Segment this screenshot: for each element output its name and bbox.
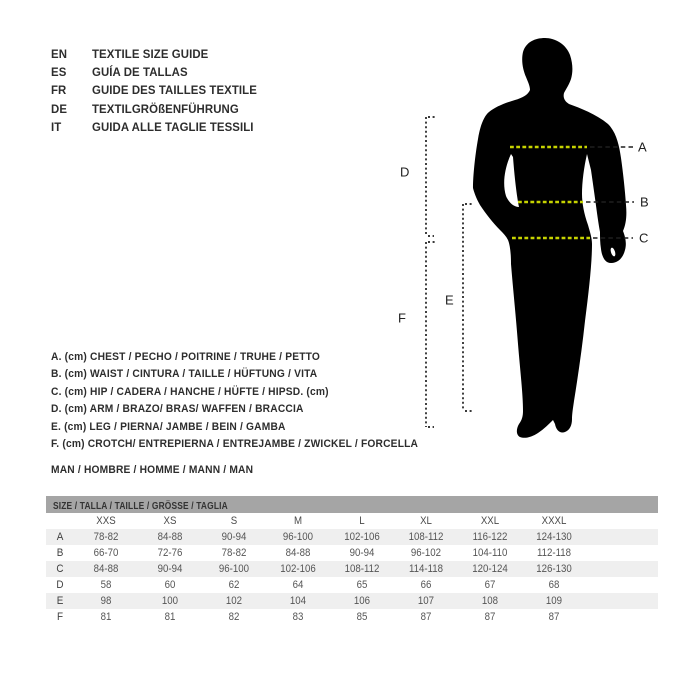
column-header-row: [46, 513, 658, 529]
row-label: F: [56, 611, 64, 623]
table-cell: 84-88: [157, 531, 183, 543]
arm-label: D: [400, 164, 410, 180]
table-row: [46, 609, 658, 625]
table-cell: 104-110: [472, 547, 508, 559]
measurement-item: D. (cm) ARM / BRAZO/ BRAS/ WAFFEN / BRACCIA: [51, 403, 304, 416]
measurement-item: E. (cm) LEG / PIERNA/ JAMBE / BEIN / GAMBA: [51, 420, 286, 433]
table-row: [46, 577, 658, 593]
leg-label: E: [445, 292, 454, 308]
size-table: [46, 496, 658, 625]
table-cell: 106: [353, 595, 371, 607]
row-label: D: [56, 579, 64, 591]
table-cell: 72-76: [157, 547, 183, 559]
language-code: EN: [51, 47, 68, 61]
row-label: B: [56, 547, 64, 559]
table-cell: 82: [228, 611, 240, 623]
table-cell: 62: [228, 579, 240, 591]
table-cell: 114-118: [408, 563, 444, 575]
chest-label: A: [638, 139, 647, 155]
row-label: E: [56, 595, 64, 607]
table-cell: 116-122: [472, 531, 508, 543]
language-code: IT: [51, 119, 62, 134]
table-cell: 104: [289, 595, 307, 607]
table-body: [46, 513, 658, 625]
table-cell: 108-112: [408, 531, 444, 543]
table-cell: 65: [356, 579, 368, 591]
table-cell: 107: [417, 595, 435, 607]
column-header: XXL: [480, 515, 500, 527]
measurement-item: B. (cm) WAIST / CINTURA / TAILLE / HÜFTUNG / VITA: [51, 368, 318, 381]
column-header: XXXL: [541, 515, 567, 527]
table-cell: 66: [420, 579, 432, 591]
row-label: A: [56, 531, 64, 543]
table-cell: 84-88: [93, 563, 119, 575]
table-cell: 78-82: [221, 547, 247, 559]
table-cell: 102: [225, 595, 243, 607]
measurement-item: C. (cm) HIP / CADERA / HANCHE / HÜFTE / HIPSD. (cm): [51, 385, 329, 398]
table-title: SIZE / TALLA / TAILLE / GRÖSSE / TAGLIA: [53, 500, 228, 512]
table-cell: 98: [100, 595, 112, 607]
table-cell: 84-88: [285, 547, 311, 559]
table-cell: 112-118: [536, 547, 572, 559]
column-header: XXS: [96, 515, 116, 527]
language-label: TEXTILGRÖßENFÜHRUNG: [92, 101, 239, 116]
table-cell: 90-94: [349, 547, 375, 559]
table-cell: 67: [484, 579, 496, 591]
language-label: GUIDA ALLE TAGLIE TESSILI: [92, 119, 254, 134]
table-cell: 87: [484, 611, 496, 623]
column-header: XS: [163, 515, 177, 527]
table-cell: 126-130: [536, 563, 572, 575]
table-title-bar: [46, 496, 658, 513]
table-cell: 108: [481, 595, 499, 607]
table-cell: 102-106: [280, 563, 316, 575]
row-label: C: [56, 563, 64, 575]
table-row: [46, 545, 658, 561]
table-cell: 96-100: [218, 563, 250, 575]
category-line: MAN / HOMBRE / HOMME / MANN / MAN: [51, 464, 254, 476]
table-cell: 81: [164, 611, 176, 623]
leg-line: [463, 204, 472, 411]
measurement-item: A. (cm) CHEST / PECHO / POITRINE / TRUHE / PETTO: [51, 351, 321, 363]
waist-label: B: [640, 194, 649, 210]
hip-label: C: [639, 230, 649, 246]
table-cell: 87: [420, 611, 432, 623]
table-cell: 64: [292, 579, 304, 591]
table-cell: 109: [545, 595, 563, 607]
table-cell: 83: [292, 611, 304, 623]
language-code: ES: [51, 65, 67, 80]
table-cell: 100: [161, 595, 179, 607]
language-label: TEXTILE SIZE GUIDE: [92, 47, 209, 61]
crotch-label: F: [398, 310, 406, 326]
table-cell: 78-82: [93, 531, 119, 543]
table-cell: 96-100: [282, 531, 314, 543]
language-label: GUIDE DES TAILLES TEXTILE: [92, 83, 257, 98]
language-label: GUÍA DE TALLAS: [92, 65, 188, 80]
table-cell: 58: [100, 579, 112, 591]
table-cell: 124-130: [536, 531, 572, 543]
measurement-item: F. (cm) CROTCH/ ENTREPIERNA / ENTREJAMBE / ZWICKEL / FORCELLA: [51, 437, 419, 450]
table-cell: 102-106: [344, 531, 380, 543]
column-header: XL: [420, 515, 432, 527]
table-cell: 68: [548, 579, 560, 591]
table-cell: 85: [356, 611, 368, 623]
column-header: L: [359, 515, 365, 527]
table-cell: 81: [100, 611, 112, 623]
language-code: DE: [51, 101, 68, 116]
language-code: FR: [51, 83, 67, 98]
table-cell: 87: [548, 611, 560, 623]
table-cell: 90-94: [157, 563, 183, 575]
table-row: [46, 593, 658, 609]
measurement-legend: [51, 349, 446, 453]
column-header: M: [293, 515, 303, 527]
table-cell: 120-124: [472, 563, 508, 575]
table-cell: 96-102: [410, 547, 442, 559]
table-cell: 66-70: [93, 547, 119, 559]
table-cell: 60: [164, 579, 176, 591]
arm-line: [426, 117, 435, 236]
table-cell: 108-112: [344, 563, 380, 575]
table-cell: 90-94: [221, 531, 247, 543]
table-row: [46, 529, 658, 545]
column-header: S: [230, 515, 238, 527]
table-row: [46, 561, 658, 577]
